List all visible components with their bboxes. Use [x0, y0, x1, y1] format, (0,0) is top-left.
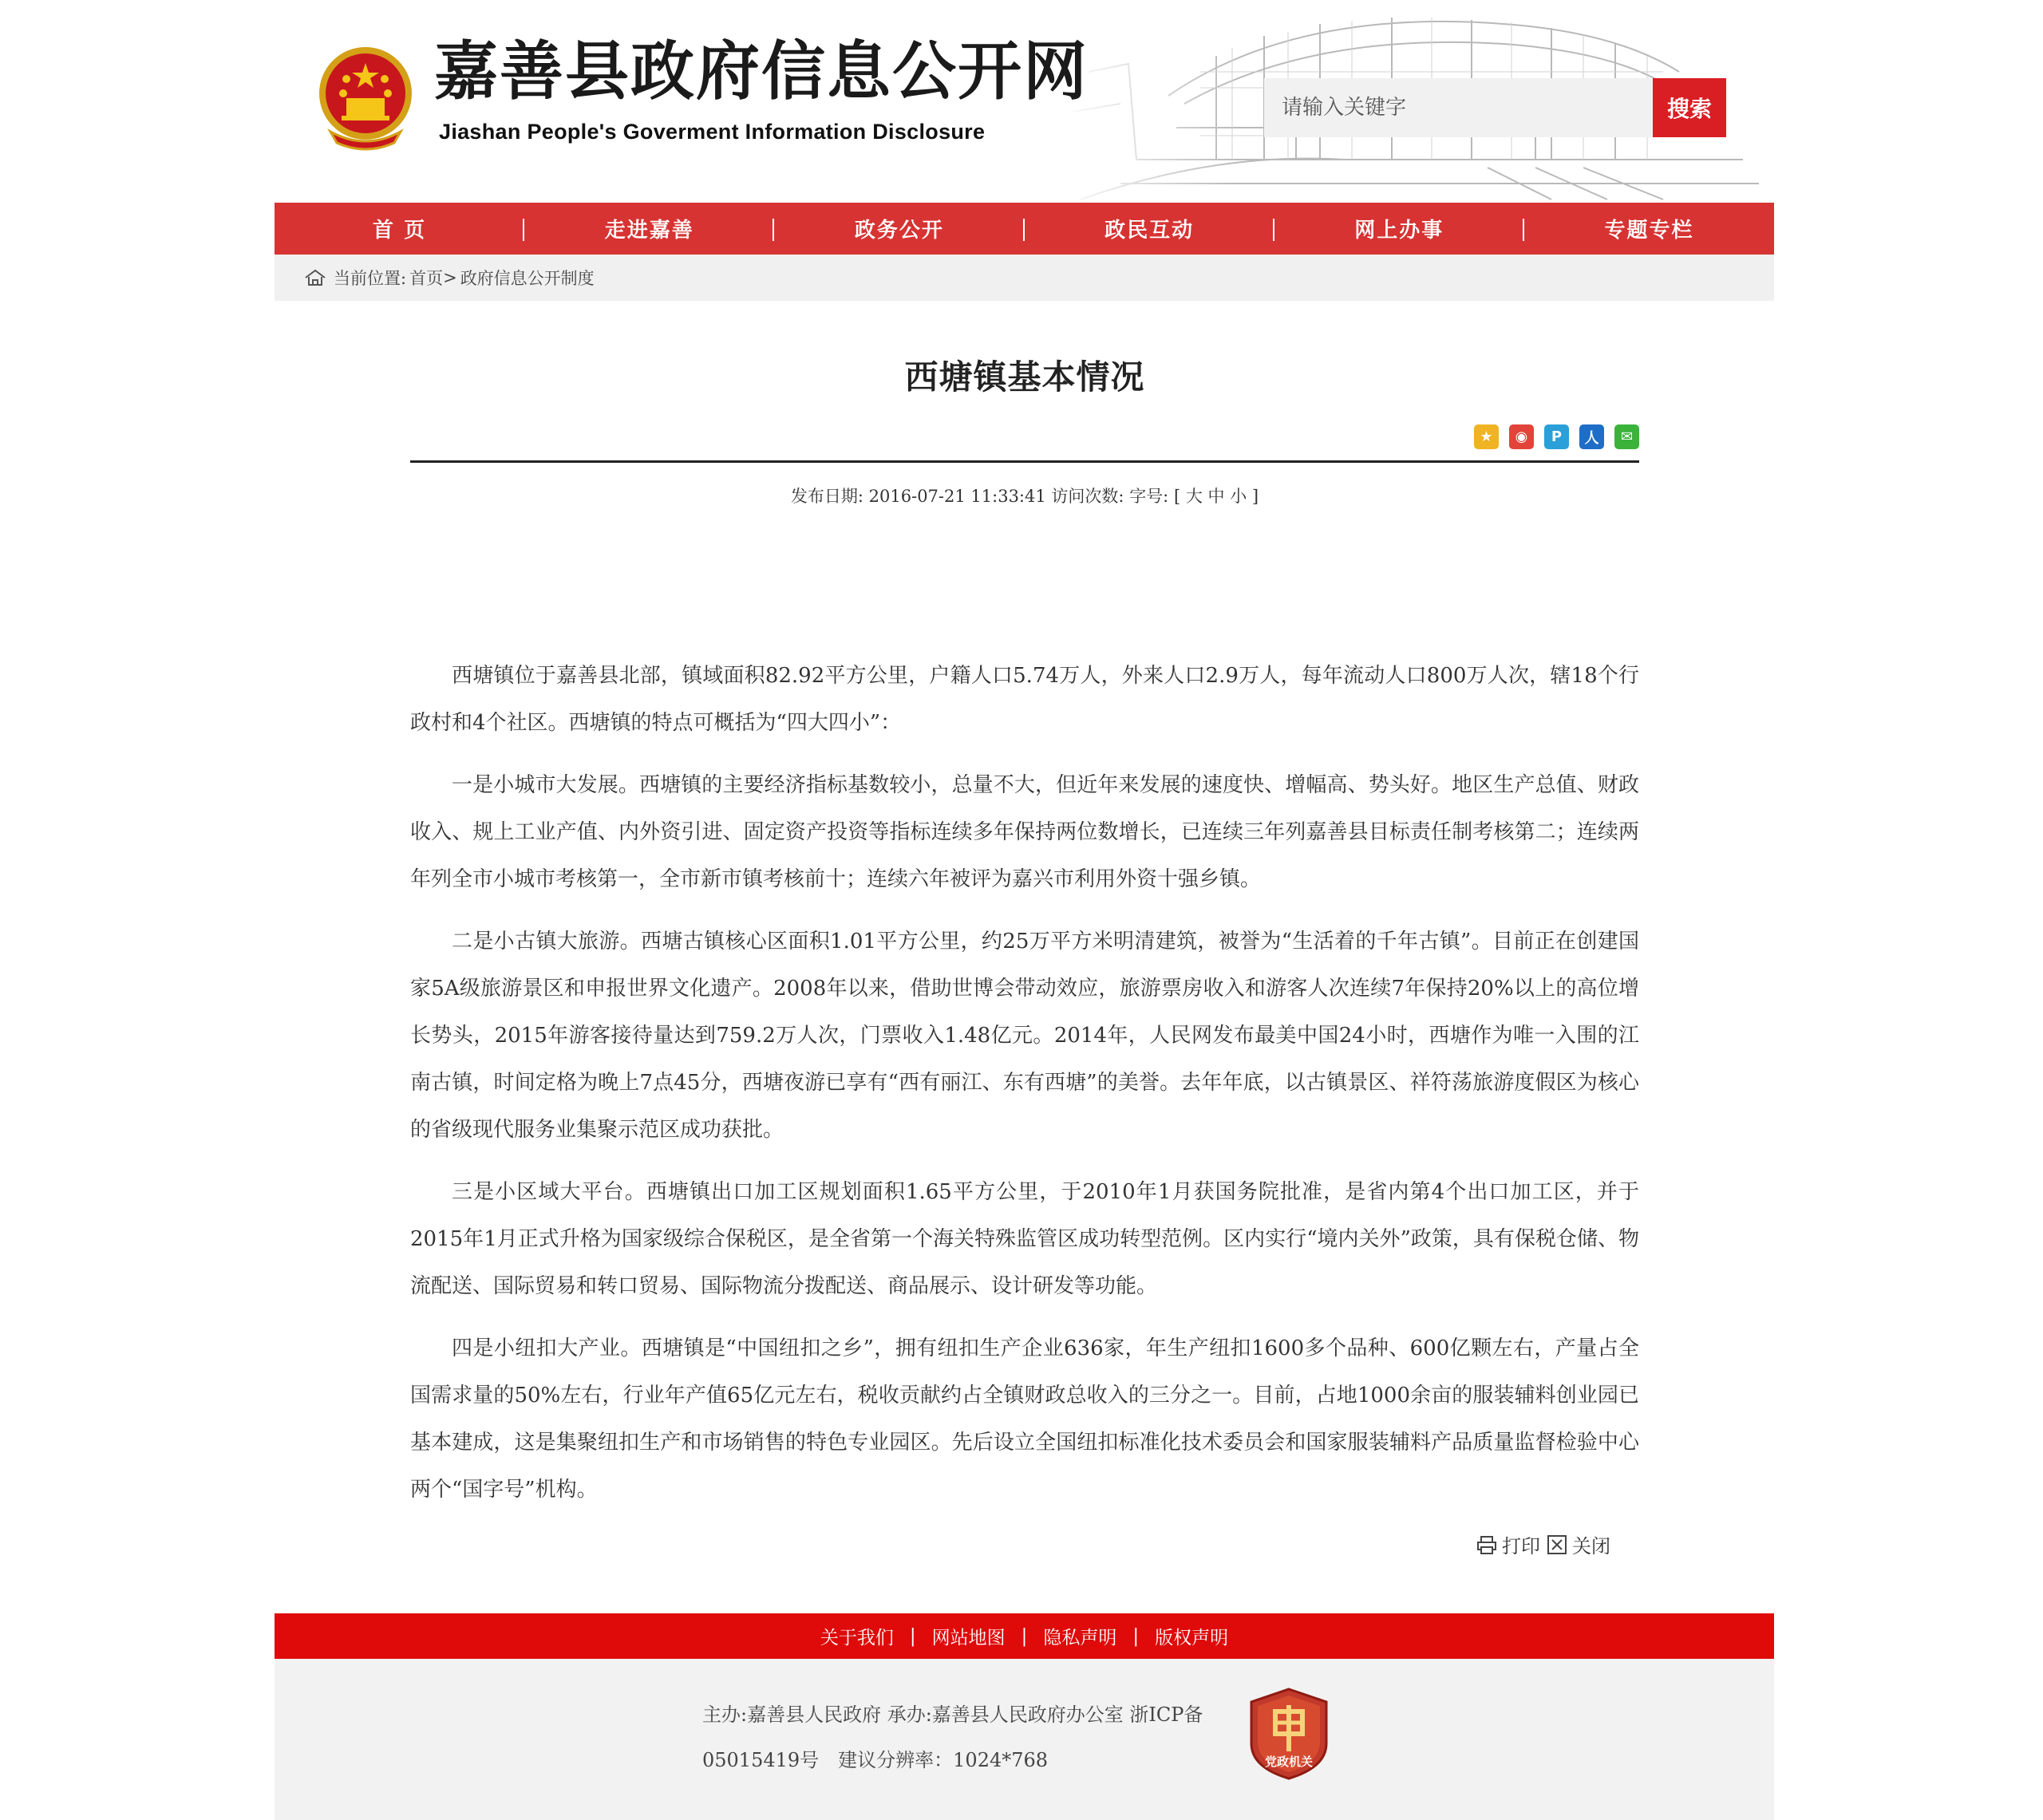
- font-size-close-bracket: ]: [1251, 487, 1259, 506]
- printer-icon: [1476, 1534, 1497, 1555]
- renren-icon[interactable]: 人: [1579, 424, 1604, 449]
- print-label: 打印: [1502, 1535, 1540, 1557]
- nav-item-gov-affairs[interactable]: 政务公开: [774, 214, 1024, 243]
- nav-item-home[interactable]: 首 页: [275, 214, 524, 243]
- article-paragraph: 二是小古镇大旅游。西塘古镇核心区面积1.01平方公里，约25万平方米明清建筑，被誉为“生活着的千年古镇”。目前正在创建国家5A级旅游景区和申报世界文化遗产。2008年以来，借助世博会带动效应，旅游票房收入和游客人次连续7年保持20%以上的高位增长势头，2015年游客接待量达到759.2万人次，门票收入1.48亿元。2014年，人民网发布最美中国24小时，西塘作为唯一入围的江南古镇，时间定格为晚上7点45分，西塘夜游已享有“西有丽江、东有西塘”的美誉。去年年底，以古镇景区、祥符荡旅游度假区为核心的省级现代服务业集聚示范区成功获批。: [410, 930, 1639, 1142]
- tencent-weibo-icon[interactable]: P: [1544, 424, 1569, 449]
- font-size-medium[interactable]: 中: [1207, 487, 1225, 506]
- article-paragraph: 四是小纽扣大产业。西塘镇是“中国纽扣之乡”，拥有纽扣生产企业636家，年生产纽扣1600多个品种、600亿颗左右，产量占全国需求量的50%左右，行业年产值65亿元左右，税收贡献约占全镇财政总收入的三分之一。目前，占地1000余亩的服装辅料创业园已基本建成，这是集聚纽扣生产和市场销售的特色专业园区。先后设立全国纽扣标准化技术委员会和国家服装辅料产品质量监督检验中心两个“国字号”机构。: [410, 1336, 1639, 1502]
- article-paragraph: 三是小区域大平台。西塘镇出口加工区规划面积1.65平方公里，于2010年1月获国务院批准，是省内第4个出口加工区，并于2015年1月正式升格为国家级综合保税区，是全省第一个海关特殊监管区成功转型范例。区内实行“境内关外”政策，具有保税仓储、物流配送、国际贸易和转口贸易、国际物流分拨配送、商品展示、设计研发等功能。: [410, 1180, 1639, 1298]
- footer-icp-line: 05015419号 建议分辨率：1024*768: [702, 1749, 1049, 1771]
- footer-link-copyright[interactable]: 版权声明: [1155, 1628, 1229, 1648]
- site-title: 嘉善县政府信息公开网: [434, 34, 1089, 109]
- breadcrumb-separator: >: [443, 268, 457, 287]
- qzone-icon[interactable]: ★: [1474, 424, 1499, 449]
- footer-link-privacy[interactable]: 隐私声明: [1043, 1628, 1117, 1648]
- meta-date: 2016-07-21 11:33:41: [868, 487, 1046, 506]
- article-title: 西塘镇基本情况: [904, 357, 1145, 397]
- party-government-badge-icon[interactable]: [1248, 1688, 1330, 1780]
- site-subtitle: Jiashan People's Goverment Information Disclosure: [439, 120, 986, 144]
- article-tools: [1476, 1530, 1610, 1558]
- close-label: 关闭: [1572, 1535, 1610, 1557]
- meta-visits-label: 访问次数:: [1051, 487, 1124, 506]
- print-button[interactable]: [1476, 1530, 1540, 1558]
- footer-separator: |: [1132, 1625, 1140, 1647]
- search-button[interactable]: 搜索: [1653, 78, 1726, 137]
- national-emblem-icon: [314, 44, 417, 151]
- footer-links: [275, 1613, 1774, 1659]
- title-divider: [410, 460, 1639, 463]
- breadcrumb-label: 当前位置:: [334, 269, 407, 288]
- font-size-large[interactable]: 大: [1185, 487, 1203, 506]
- nav-item-online-services[interactable]: 网上办事: [1274, 214, 1524, 243]
- nav-item-interaction[interactable]: 政民互动: [1025, 214, 1274, 243]
- article-paragraph: 西塘镇位于嘉善县北部，镇域面积82.92平方公里，户籍人口5.74万人，外来人口2.9万人，每年流动人口800万人次，辖18个行政村和4个社区。西塘镇的特点可概括为“四大四小”：: [410, 664, 1639, 735]
- breadcrumb-home-link[interactable]: 首页: [409, 269, 444, 288]
- article-meta: [410, 484, 1639, 507]
- nav-item-about-jiashan[interactable]: 走进嘉善: [524, 214, 774, 243]
- footer-info: [275, 1659, 1774, 1820]
- close-icon: [1547, 1534, 1567, 1555]
- badge-text: 党政机关: [1264, 1755, 1314, 1769]
- article-body: [410, 653, 1639, 1529]
- footer-link-sitemap[interactable]: 网站地图: [931, 1628, 1006, 1648]
- home-icon: [303, 268, 327, 287]
- site-header: [275, 0, 1774, 203]
- footer-text: [702, 1692, 1213, 1783]
- footer-separator: |: [1021, 1625, 1028, 1647]
- wechat-icon[interactable]: ✉: [1614, 424, 1639, 449]
- footer-separator: |: [909, 1625, 916, 1647]
- breadcrumb-current-link[interactable]: 政府信息公开制度: [460, 269, 595, 288]
- article-paragraph: 一是小城市大发展。西塘镇的主要经济指标基数较小，总量不大，但近年来发展的速度快、增幅高、势头好。地区生产总值、财政收入、规上工业产值、内外资引进、固定资产投资等指标连续多年保持两位数增长，已连续三年列嘉善县目标责任制考核第二；连续两年列全市小城市考核第一，全市新市镇考核前十；连续六年被评为嘉兴市利用外资十强乡镇。: [410, 773, 1639, 891]
- meta-date-label: 发布日期:: [790, 487, 863, 506]
- footer-link-about[interactable]: 关于我们: [820, 1628, 894, 1648]
- nav-item-special-topics[interactable]: 专题专栏: [1604, 219, 1694, 243]
- share-toolbar: [1474, 424, 1639, 449]
- font-size-small[interactable]: 小: [1230, 487, 1247, 506]
- footer-sponsor-line: 主办:嘉善县人民政府 承办:嘉善县人民政府办公室 浙ICP备: [702, 1704, 1203, 1726]
- meta-font-label: 字号:: [1129, 487, 1169, 506]
- article: [410, 343, 1639, 1557]
- close-button[interactable]: [1547, 1530, 1610, 1558]
- weibo-icon[interactable]: ◉: [1509, 424, 1534, 449]
- breadcrumb: [275, 255, 1774, 301]
- font-size-open-bracket: [: [1173, 487, 1181, 506]
- main-nav: [275, 203, 1774, 255]
- search-input[interactable]: [1264, 78, 1657, 137]
